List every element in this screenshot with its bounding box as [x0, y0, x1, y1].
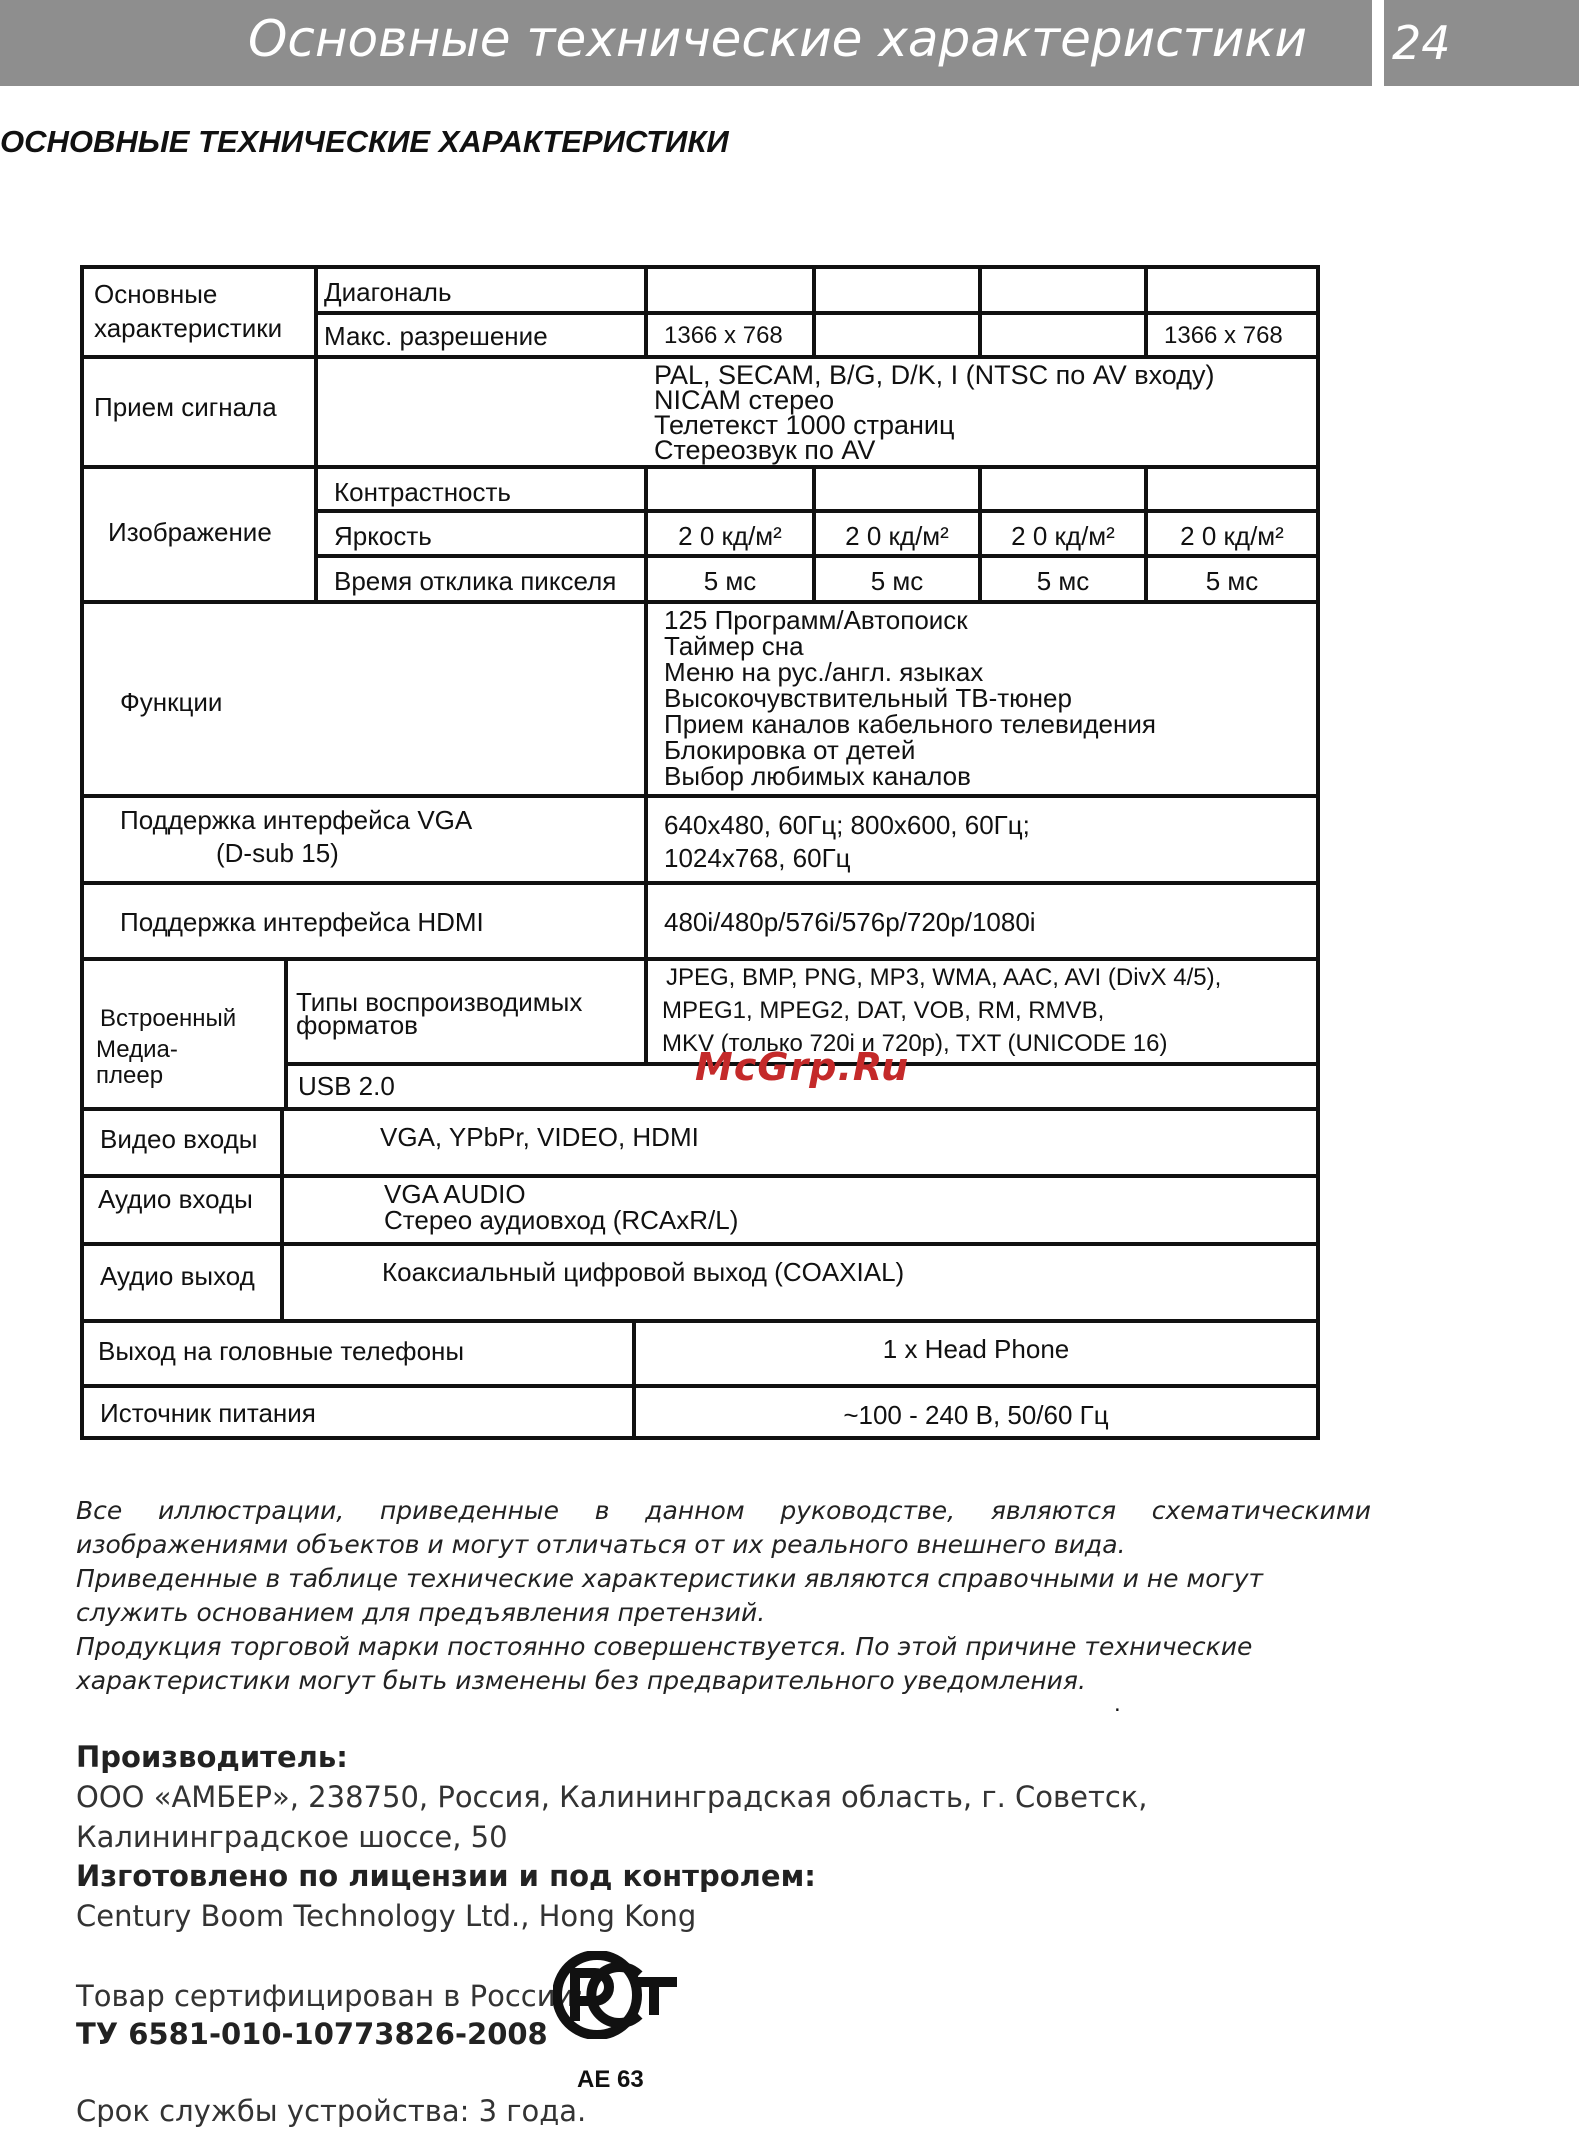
- certification-body-code: АЕ 63: [577, 2066, 644, 2093]
- functions-label: Функции: [120, 687, 223, 717]
- function-item: Блокировка от детей: [664, 735, 916, 765]
- brightness-value: 2 0 кд/м²: [1180, 521, 1284, 551]
- image-label: Изображение: [108, 517, 272, 547]
- table-line: [84, 794, 1316, 798]
- note-line: Продукция торговой марки постоянно совершенствуется. По этой причине технические: [76, 1632, 1253, 1661]
- response-value: 5 мс: [703, 566, 757, 596]
- video-inputs-label: Видео входы: [100, 1124, 258, 1154]
- audio-output-label: Аудио выход: [100, 1261, 255, 1291]
- certification-code: ТУ 6581-010-10773826-2008: [76, 2017, 548, 2051]
- disclaimer-notes: [76, 1494, 1371, 1698]
- signal-line: Стереозвук по AV: [654, 435, 876, 465]
- function-item: Прием каналов кабельного телевидения: [664, 709, 1156, 739]
- table-line: [84, 957, 1316, 961]
- hdmi-value: 480i/480p/576i/576p/720p/1080i: [664, 907, 1036, 937]
- audio-inputs-value: VGA AUDIO: [384, 1179, 526, 1209]
- table-line: [84, 881, 1316, 885]
- power-label: Источник питания: [100, 1398, 316, 1428]
- brightness-value: 2 0 кд/м²: [1011, 521, 1115, 551]
- manufacturer-heading: Производитель:: [76, 1740, 348, 1774]
- signal-line: NICAM стерео: [654, 385, 835, 415]
- diagonal-label: Диагональ: [324, 277, 452, 307]
- usb-label: USB 2.0: [298, 1071, 395, 1101]
- audio-output-value: Коаксиальный цифровой выход (COAXIAL): [382, 1257, 905, 1287]
- brightness-value: 2 0 кд/м²: [678, 521, 782, 551]
- brightness-label: Яркость: [334, 521, 432, 551]
- note-line: изображениями объектов и могут отличаться от их реального внешнего вида.: [76, 1530, 1126, 1559]
- media-label-2: Медиа-: [96, 1036, 178, 1063]
- main-label: Основные: [94, 279, 218, 309]
- watermark: McGrp.Ru: [695, 1045, 910, 1089]
- page-number: 24: [1392, 16, 1451, 70]
- signal-label: Прием сигнала: [94, 392, 277, 422]
- brightness-value: 2 0 кд/м²: [845, 521, 949, 551]
- function-item: 125 Программ/Автопоиск: [664, 605, 968, 635]
- rst-certification-logo-icon: [553, 1951, 681, 2039]
- signal-line: PAL, SECAM, B/G, D/K, I (NTSC по AV входу): [654, 360, 1215, 390]
- table-line: [644, 957, 648, 1066]
- audio-inputs-value-2: Стерео аудиовход (RCAxR/L): [384, 1205, 739, 1235]
- table-line: [84, 600, 1316, 604]
- certification-text: Товар сертифицирован в России:: [76, 1979, 585, 2013]
- table-line: [284, 957, 288, 1107]
- resolution-value: 1366 x 768: [664, 322, 783, 349]
- table-line: [1144, 269, 1148, 357]
- vga-value: 640x480, 60Гц; 800x600, 60Гц;: [664, 810, 1030, 840]
- license-heading: Изготовлено по лицензии и под контролем:: [76, 1859, 816, 1893]
- formats-label: Типы воспроизводимых: [296, 987, 583, 1017]
- table-line: [84, 1174, 1316, 1178]
- headphones-value: 1 x Head Phone: [882, 1334, 1070, 1364]
- table-line: [644, 269, 648, 357]
- response-time-label: Время отклика пикселя: [334, 566, 617, 596]
- max-resolution-label: Макс. разрешение: [324, 321, 548, 351]
- media-label: Встроенный: [100, 1005, 237, 1032]
- table-line: [84, 1107, 1316, 1111]
- headphones-label: Выход на головные телефоны: [98, 1336, 465, 1366]
- main-label-2: характеристики: [94, 313, 283, 343]
- formats-value-2: MPEG1, MPEG2, DAT, VOB, RM, RMVB,: [662, 997, 1105, 1024]
- section-title: ОСНОВНЫЕ ТЕХНИЧЕСКИЕ ХАРАКТЕРИСТИКИ: [0, 124, 729, 159]
- note-dot: .: [1114, 1690, 1121, 1717]
- note-line: Все иллюстрации, приведенные в данном руководстве, являются схематическими: [76, 1496, 1371, 1525]
- licensor: Century Boom Technology Ltd., Hong Kong: [76, 1899, 697, 1933]
- formats-value-3: MKV (только 720i и 720p), TXT (UNICODE 16): [662, 1030, 1168, 1057]
- vga-label-2: (D-sub 15): [216, 838, 339, 868]
- video-inputs-value: VGA, YPbPr, VIDEO, HDMI: [380, 1122, 699, 1152]
- table-line: [84, 1242, 1320, 1246]
- function-item: Таймер сна: [664, 631, 804, 661]
- manufacturer-address: ООО «АМБЕР», 238750, Россия, Калининградская область, г. Советск,: [76, 1780, 1148, 1814]
- note-line: Приведенные в таблице технические характеристики являются справочными и не могут: [76, 1564, 1264, 1593]
- formats-value: JPEG, BMP, PNG, MP3, WMA, AAC, AVI (DivX 4/5),: [666, 964, 1222, 991]
- service-life: Срок службы устройства: 3 года.: [76, 2094, 587, 2128]
- signal-line: Телетекст 1000 страниц: [654, 410, 955, 440]
- table-line: [978, 269, 982, 357]
- table-line: [314, 269, 318, 604]
- response-value: 5 мс: [1205, 566, 1259, 596]
- table-line: [280, 1107, 284, 1319]
- function-item: Выбор любимых каналов: [664, 761, 971, 791]
- audio-inputs-label: Аудио входы: [98, 1184, 253, 1214]
- note-line: служить основанием для предъявления претензий.: [76, 1598, 766, 1627]
- vga-value-2: 1024x768, 60Гц: [664, 843, 851, 873]
- vga-label: Поддержка интерфейса VGA: [120, 805, 473, 835]
- response-value: 5 мс: [870, 566, 924, 596]
- formats-label-2: форматов: [296, 1010, 418, 1040]
- function-item: Высокочувствительный ТВ-тюнер: [664, 683, 1072, 713]
- hdmi-label: Поддержка интерфейса HDMI: [120, 907, 484, 937]
- table-line: [84, 1384, 1316, 1388]
- contrast-label: Контрастность: [334, 477, 511, 507]
- table-line: [84, 1319, 1316, 1323]
- power-value: ~100 - 240 В, 50/60 Гц: [843, 1400, 1109, 1430]
- page-header-title: Основные технические характеристики: [248, 10, 1307, 68]
- table-line: [84, 465, 1316, 469]
- media-label-3: плеер: [96, 1062, 164, 1089]
- table-line: [644, 600, 648, 961]
- resolution-value: 1366 x 768: [1164, 322, 1283, 349]
- table-line: [812, 269, 816, 357]
- function-item: Меню на рус./англ. языках: [664, 657, 984, 687]
- spec-table: [80, 265, 1320, 1440]
- note-line: характеристики могут быть изменены без предварительного уведомления.: [76, 1666, 1086, 1695]
- response-value: 5 мс: [1036, 566, 1090, 596]
- table-line: [84, 355, 1316, 359]
- manufacturer-address-2: Калининградское шоссе, 50: [76, 1820, 508, 1854]
